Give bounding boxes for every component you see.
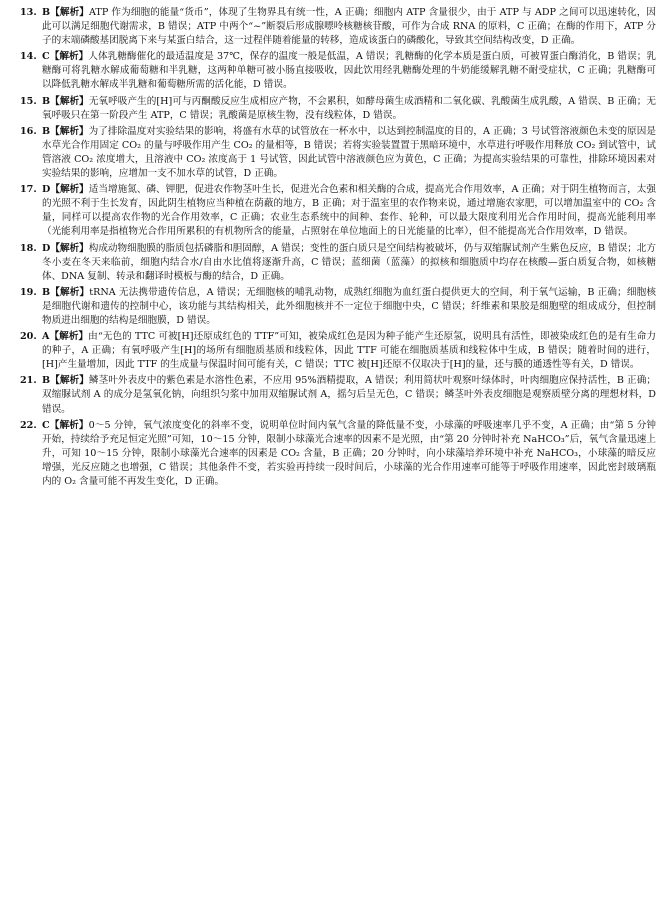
item-number: 16. (20, 125, 37, 137)
item-answer: C (42, 419, 50, 431)
item-explanation: 无氧呼吸产生的[H]可与丙酮酸反应生成相应产物，不会累积，如酵母菌生成酒精和二氧化碳、乳酸菌生成乳酸，A 错误、B 正确；无氧呼吸只在第一阶段产生 ATP，C 错误；乳酸菌是原核生物，没有线粒体，D 错误。 (42, 95, 657, 121)
item-answer: B (42, 286, 51, 298)
item-number: 22. (20, 419, 37, 431)
answer-item-13 (20, 6, 656, 48)
item-explanation: 由“无色的 TTC 可被[H]还原成红色的 TTF”可知，被染成红色是因为种子能产生还原氢，说明具有活性，即被染成红色的是有生命力的种子，A 正确；有氧呼吸产生[H]的场所有细胞质基质和线粒体，因此 TTF 可能在细胞质基质和线粒体中生成，B 错误；随着时间的进行，[H]产生量增加，因此 TTF 的生成量与保温时间可能有关，C 错误；TTC 被[H]还原不仅取决于[H]的量，还与膜的通透性等有关，D 错误。 (42, 331, 656, 371)
item-tag: 【解析】 (50, 375, 89, 387)
item-answer: B (42, 95, 51, 107)
item-number: 18. (20, 242, 37, 254)
answer-item-19 (20, 286, 656, 328)
item-tag: 【解析】 (50, 7, 90, 18)
item-explanation: ATP 作为细胞的能量“货币”，体现了生物界具有统一性，A 正确；细胞内 ATP 含量很少，由于 ATP 与 ADP 之间可以迅速转化，因此可以满足细胞代谢需求，B 错误；ATP 中两个“~”断裂后形成腺嘌呤核糖核苷酸，可作为合成 RNA 的原料，C 正确；在酶的作用下，ATP 分子的末端磷酸基团脱离下来与某蛋白结合，这一过程伴随着能量的转移，造成该蛋白的磷酸化，导致其空间结构改变，D 正确。 (42, 7, 657, 47)
item-explanation: 适当增施氮、磷、钾肥，促进农作物茎叶生长，促进光合色素和相关酶的合成，提高光合作用效率，A 正确；对于阴生植物而言，太强的光照不利于生长发育，因此阴生植物应当种植在荫蔽的地方，B 正确；对于温室里的农作物来说，通过增施农家肥，可以增加温室中的 CO₂ 含量，同样可以提高农作物的光合作用效率，C 正确；农业生态系统中的间种、套作、轮种，可以最大限度利用光合作用时间，提高光能利用率（光能利用率是指植物光合作用所累积的有机物所含的能量，占照射在单位地面上的日光能量的比率），但不能提高光合作用效率，D 错误。 (42, 184, 657, 238)
item-answer: B (42, 7, 51, 18)
item-number: 17. (20, 184, 37, 196)
item-tag: 【解析】 (50, 95, 89, 107)
item-answer: D (42, 184, 51, 196)
item-tag: 【解析】 (49, 419, 89, 431)
item-tag: 【解析】 (50, 184, 89, 196)
answer-item-20 (20, 330, 656, 372)
item-number: 20. (20, 331, 37, 343)
answer-item-16 (20, 125, 656, 181)
item-tag: 【解析】 (49, 51, 89, 63)
answer-item-14 (20, 50, 656, 92)
item-explanation: 构成动物细胞膜的脂质包括磷脂和胆固醇，A 错误；变性的蛋白质只是空间结构被破坏，仍与双缩脲试剂产生紫色反应，B 错误；北方冬小麦在冬天来临前，细胞内结合水/自由水比值将逐渐升高，C 错误；蓝细菌（蓝藻）的拟核和细胞质中均存在核酸—蛋白质复合物，如核糖体、DNA 复制、转录和翻译时模板与酶的结合，D 正确。 (42, 242, 656, 282)
item-explanation: 人体乳糖酶催化的最适温度是 37℃，保存的温度一般是低温，A 错误；乳糖酶的化学本质是蛋白质，可被胃蛋白酶消化，B 错误；乳糖酶可将乳糖水解成葡萄糖和半乳糖，这两种单糖可被小肠直接吸收，因此饮用经乳糖酶处理的牛奶能缓解乳糖不耐受症状，C 正确；乳糖酶可以降低乳糖水解成半乳糖和葡萄糖所需的活化能，D 错误。 (42, 51, 656, 91)
item-explanation: 0～5 分钟，氧气浓度变化的斜率不变，说明单位时间内氧气含量的降低量不变，小球藻的呼吸速率几乎不变，A 正确；由“第 5 分钟开始，持续给予充足恒定光照”可知，10～15 分钟，限制小球藻光合速率的因素不是光照，由“第 20 分钟时补充 NaHCO₃”后，氧气含量迅速上升，可知 10～15 分钟，限制小球藻光合速率的因素是 CO₂ 含量，B 正确；20 分钟时，向小球藻培养环境中补充 NaHCO₃，小球藻的暗反应增强，光反应随之也增强，C 错误；其他条件不变，若实验再持续一段时间后，小球藻的光合作用速率可能等于呼吸作用速率，因此密封玻璃瓶内的 O₂ 含量可能不再发生变化，D 正确。 (42, 419, 656, 487)
item-number: 14. (20, 51, 37, 63)
answer-item-15 (20, 95, 656, 123)
item-answer: B (42, 375, 51, 387)
item-answer: A (42, 331, 50, 343)
item-explanation: tRNA 无法携带遗传信息，A 错误；无细胞核的哺乳动物，成熟红细胞为血红蛋白提供更大的空间，利于氧气运输，B 正确；细胞核是细胞代谢和遗传的控制中心，该功能与其结构相关，此外细胞核并不一定位于细胞中央，C 错误；纤维素和果胶是细胞壁的组成成分，但控制物质进出细胞的结构是细胞膜，D 错误。 (42, 286, 656, 326)
answer-item-22 (20, 419, 656, 489)
item-explanation: 为了排除温度对实验结果的影响，将盛有水草的试管放在一杯水中，以达到控制温度的目的，A 正确；3 号试管溶液颜色未变的原因是水草光合作用固定 CO₂ 的量与呼吸作用产生 CO₂ 的量相等，B 错误；若将实验装置置于黑暗环境中，水草进行呼吸作用释放 CO₂ 到试管中，试管溶液 CO₂ 浓度增大，且溶液中 CO₂ 浓度高于 1 号试管，因此试管中溶液颜色应为黄色，C 正确；为提高实验结果的可靠性，排除环境因素对实验结果的影响，应增加一支不加水草的试管，D 正确。 (42, 125, 656, 180)
answer-item-21 (20, 374, 656, 416)
answer-item-18 (20, 242, 656, 284)
item-tag: 【解析】 (50, 286, 90, 298)
item-tag: 【解析】 (50, 242, 89, 254)
item-number: 19. (20, 286, 37, 298)
item-tag: 【解析】 (50, 125, 89, 137)
item-answer: B (42, 125, 51, 137)
item-explanation: 鳞茎叶外表皮中的紫色素是水溶性色素，不应用 95%酒精提取，A 错误；利用简状叶观察叶绿体时，叶肉细胞应保持活性，B 正确；双缩脲试剂 A 的成分是氢氧化钠，向组织匀浆中加用双缩脲试剂 A，摇匀后呈无色，C 错误；鳞茎叶外表皮细胞是观察质壁分离的理想材料，D 错误。 (42, 375, 656, 415)
item-number: 13. (20, 7, 37, 18)
item-answer: D (42, 242, 51, 254)
item-tag: 【解析】 (49, 331, 89, 343)
item-answer: C (42, 51, 50, 63)
item-number: 15. (20, 95, 37, 107)
answer-item-17 (20, 183, 656, 239)
item-number: 21. (20, 375, 37, 387)
